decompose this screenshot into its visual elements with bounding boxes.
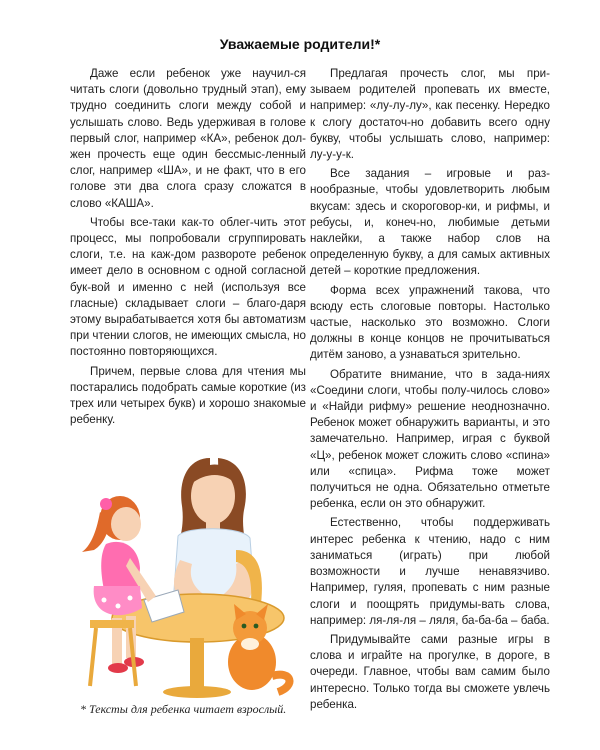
paragraph: Естественно, чтобы поддерживать интерес ребенка к чтению, надо с ним заниматься (играть) при любой возможности и лучше ненавязчиво. Например, гуляя, пропевать с ним разные слоги и поощрять придумы-вать слова, например: ля-ля-ля – ляля, ба-ба-ба – баба.: [310, 516, 550, 627]
paragraph: Все задания – игровые и раз-нообразные, чтобы удовлетворить любым вкусам: здесь и скороговор-ки, и рифмы, и ребусы, и, конеч-но, любимые детьми наклейки, а также набор слов на определенную букву, а для самых активных детей – короткие предложения.: [310, 167, 550, 278]
paragraph: Форма всех упражнений такова, что всюду есть слоговые повторы. Настолько частые, насколько это возможно. Слоги должны в конце концов не прочитываться дитём заново, а узнаваться зрительно.: [310, 283, 550, 362]
paragraph: Обратите внимание, что в зада-ниях «Соедини слоги, чтобы полу-чилось слово» и «Найди рифму» решение неоднозначно. Ребенок может обнаружить варианты, и это замечательно. Например, играя с буквой «Ц», ребенок может сложить слово «спина» или «спица». Рифма тоже может получиться не одна. Обязательно отметьте ребенка, если он это обнаружит.: [310, 367, 550, 511]
mother-child-cat-illustration: [60, 440, 300, 700]
paragraph: Придумывайте сами разные игры в слова и играйте на прогулке, в дороге, в очереди. Главное, чтобы вам самим было интересно. Только тогда вы сможете увлечь ребенка.: [310, 632, 550, 711]
left-text-column: [70, 66, 306, 431]
girl-figure: [82, 496, 156, 686]
right-text-column: [310, 66, 550, 716]
footnote: * Тексты для ребенка читает взрослый.: [80, 702, 287, 716]
paragraph: Предлагая прочесть слог, мы при-зываем родителей пропевать их вместе, например: «лу-лу-лу», как песенку. Нередко к слогу достаточ-но добавить всего одну букву, чтобы услышать слово, например: лу-у-у-к.: [310, 67, 550, 162]
paragraph: Чтобы все-таки как-то облег-чить этот процесс, мы попробовали сгруппировать слоги, т.е. на каж-дом развороте ребенок имеет дело в основном с одной согласной бук-вой и именно с ней (используя все гласные) складывает слоги – благо-даря этому вырабатывается хотя бы автоматизм при чтении слогов, не имеющих смысла, но постоянно повторяющихся.: [70, 215, 306, 359]
paragraph: Причем, первые слова для чтения мы постарались подобрать самые короткие (из трех или четырех букв) и хорошо знакомые ребенку.: [70, 364, 306, 427]
page-title: Уважаемые родители!*: [219, 36, 381, 52]
paragraph: Даже если ребенок уже научил-ся читать слоги (довольно трудный этап), ему трудно соединить слоги между собой и услышать слово. Ведь удерживая в голове первый слог, например «КА», ребенок дол-жен прочесть еще один бессмыс-ленный слог, например «ША», и не факт, что в его голове эти два слога сразу сложатся в слово «КАША».: [70, 67, 306, 210]
